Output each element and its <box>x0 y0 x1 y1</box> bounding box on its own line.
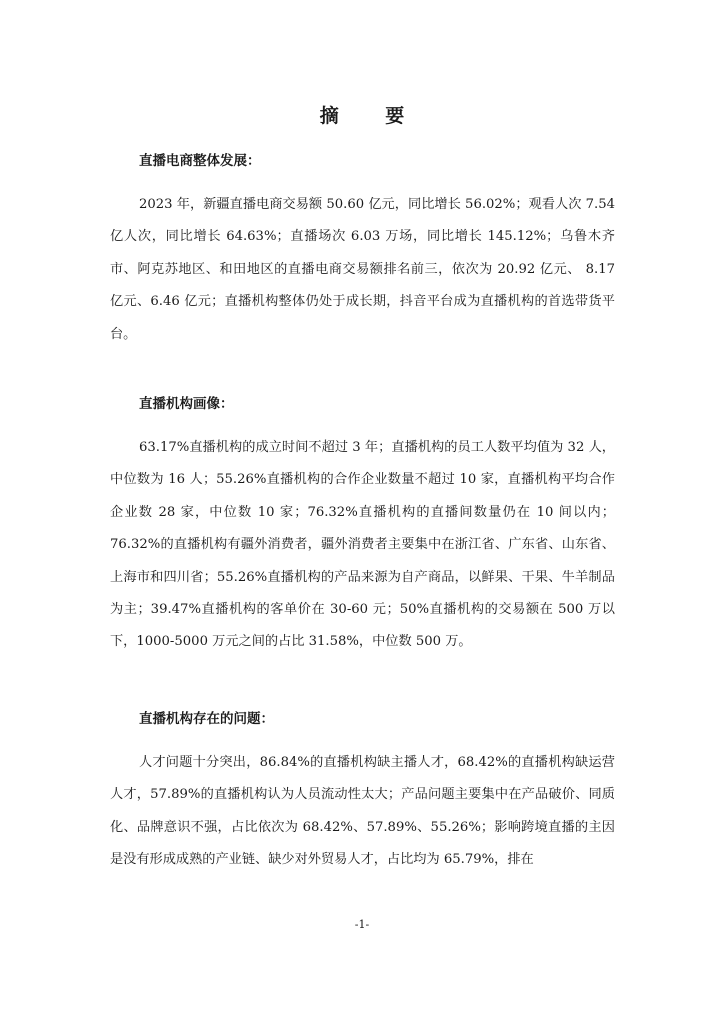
section-heading-agency-profile: 直播机构画像： <box>139 396 234 412</box>
page-title: 摘 要 <box>319 105 425 127</box>
section-heading-agency-problems: 直播机构存在的问题： <box>139 711 274 727</box>
section-paragraph-overall-development: 2023 年，新疆直播电商交易额 50.60 亿元，同比增长 56.02%；观看人次 7.54 亿人次，同比增长 64.63%；直播场次 6.03 万场，同比增长 145.12%；乌鲁木齐市、阿克苏地区、和田地区的直播电商交易额排名前三，依次为 20.92 亿元、 8.17 亿元、6.46 亿元；直播机构整体仍处于成长期，抖音平台成为直播机构的首选带货平台。 <box>110 197 615 342</box>
section-paragraph-agency-profile: 63.17%直播机构的成立时间不超过 3 年；直播机构的员工人数平均值为 32 人，中位数为 16 人；55.26%直播机构的合作企业数量不超过 10 家，直播机构平均合作企业数 28 家，中位数 10 家；76.32%直播机构的直播间数量仍在 10 间以内；76.32%的直播机构有疆外消费者，疆外消费者主要集中在浙江省、广东省、山东省、上海市和四川省；55.26%直播机构的产品来源为自产商品，以鲜果、干果、牛羊制品为主；39.47%直播机构的客单价在 30-60 元；50%直播机构的交易额在 500 万以下，1000-5000 万元之间的占比 31.58%，中位数 500 万。 <box>110 440 615 650</box>
page-number: -1- <box>354 918 370 931</box>
section-heading-overall-development: 直播电商整体发展： <box>139 153 261 169</box>
section-paragraph-agency-problems: 人才问题十分突出，86.84%的直播机构缺主播人才，68.42%的直播机构缺运营人才，57.89%的直播机构认为人员流动性太大；产品问题主要集中在产品破价、同质化、品牌意识不强，占比依次为 68.42%、57.89%、55.26%；影响跨境直播的主因是没有形成成熟的产业链、缺少对外贸易人才，占比均为 65.79%，排在 <box>110 755 615 868</box>
